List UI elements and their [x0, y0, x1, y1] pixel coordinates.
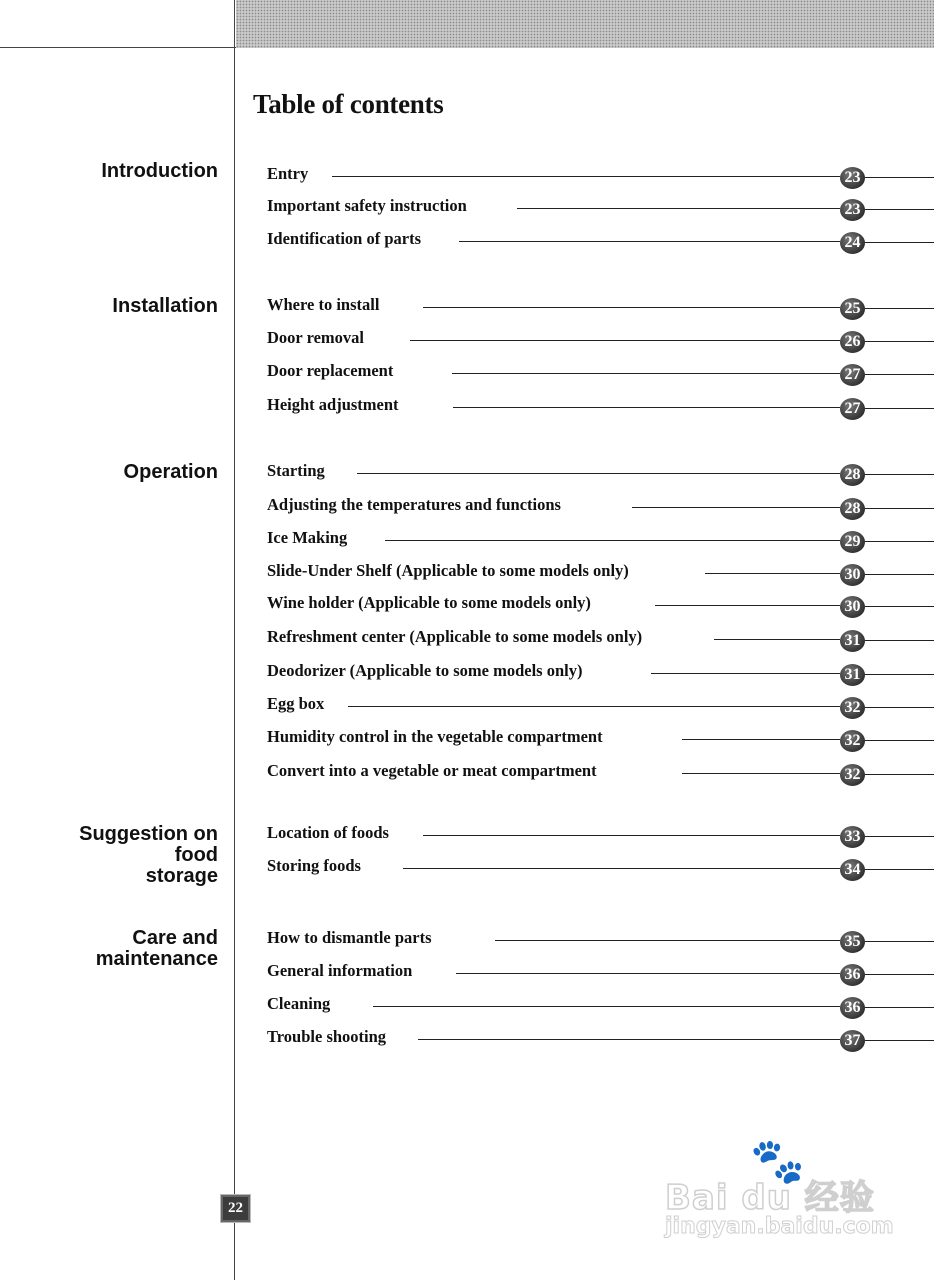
toc-entry-text: Storing foods	[267, 856, 361, 875]
page-badge: 30	[840, 596, 865, 618]
page-badge: 28	[840, 498, 865, 520]
page-badge: 25	[840, 298, 865, 320]
section-label-introduction: Introduction	[101, 160, 218, 182]
page-badge: 32	[840, 730, 865, 752]
leader-line	[418, 1039, 840, 1040]
toc-entry-text: How to dismantle parts	[267, 928, 432, 947]
leader-line	[453, 407, 840, 408]
toc-entry-text: Cleaning	[267, 994, 331, 1013]
leader-line	[348, 706, 840, 707]
header-rule	[0, 47, 236, 48]
page-badge: 27	[840, 364, 865, 386]
page-title: Table of contents	[253, 89, 444, 119]
section-label-line: storage	[145, 865, 218, 887]
section-label-operation: Operation	[123, 461, 218, 483]
leader-line	[632, 507, 840, 508]
toc-entry-text: Trouble shooting	[267, 1027, 387, 1046]
watermark-brand: Bai du 经验	[665, 1178, 875, 1218]
trailing-rule	[865, 774, 934, 775]
toc-entry-text: Height adjustment	[267, 395, 399, 414]
page-badge: 29	[840, 531, 865, 553]
page-badge: 32	[840, 697, 865, 719]
toc-entry-text: Humidity control in the vegetable compartment	[267, 727, 603, 746]
section-label-installation: Installation	[112, 295, 218, 317]
trailing-rule	[865, 606, 934, 607]
toc-entry-text: Location of foods	[267, 823, 389, 842]
trailing-rule	[865, 869, 934, 870]
page-badge: 23	[840, 199, 865, 221]
leader-line	[423, 307, 840, 308]
leader-line	[385, 540, 840, 541]
toc-entry-text: Egg box	[267, 694, 325, 713]
trailing-rule	[865, 707, 934, 708]
page-badge: 37	[840, 1030, 865, 1052]
toc-entry-text: Slide-Under Shelf (Applicable to some models only)	[267, 561, 629, 580]
section-label-line: maintenance	[95, 948, 218, 970]
trailing-rule	[865, 308, 934, 309]
toc-entry-text: Deodorizer (Applicable to some models only)	[267, 661, 583, 680]
leader-line	[410, 340, 840, 341]
page-badge: 32	[840, 764, 865, 786]
page-badge: 31	[840, 664, 865, 686]
page-badge: 27	[840, 398, 865, 420]
trailing-rule	[865, 374, 934, 375]
page-badge: 23	[840, 167, 865, 189]
trailing-rule	[865, 674, 934, 675]
trailing-rule	[865, 640, 934, 641]
section-label-line: food	[174, 844, 218, 866]
watermark-url: jingyan.baidu.com	[665, 1214, 894, 1239]
vertical-divider	[234, 0, 235, 1280]
page-badge: 30	[840, 564, 865, 586]
toc-entry-text: Refreshment center (Applicable to some models only)	[267, 627, 643, 646]
section-label-line: Suggestion on	[79, 823, 218, 845]
toc-entry-text: Ice Making	[267, 528, 348, 547]
section-label-line: Care and	[132, 927, 218, 949]
page-badge: 24	[840, 232, 865, 254]
page-badge: 26	[840, 331, 865, 353]
leader-line	[456, 973, 840, 974]
leader-line	[459, 241, 840, 242]
toc-entry-text: Identification of parts	[267, 229, 421, 248]
page-badge: 36	[840, 964, 865, 986]
page-badge: 33	[840, 826, 865, 848]
paw-icon: 🐾	[750, 1136, 805, 1187]
trailing-rule	[865, 177, 934, 178]
leader-line	[332, 176, 840, 177]
leader-line	[705, 573, 840, 574]
toc-entry-text: Convert into a vegetable or meat compartment	[267, 761, 597, 780]
trailing-rule	[865, 1007, 934, 1008]
trailing-rule	[865, 974, 934, 975]
leader-line	[495, 940, 840, 941]
trailing-rule	[865, 408, 934, 409]
leader-line	[517, 208, 840, 209]
toc-entry-text: Door removal	[267, 328, 364, 347]
trailing-rule	[865, 242, 934, 243]
trailing-rule	[865, 508, 934, 509]
page-badge: 36	[840, 997, 865, 1019]
trailing-rule	[865, 836, 934, 837]
trailing-rule	[865, 941, 934, 942]
header-band	[236, 0, 934, 48]
toc-entry-text: Important safety instruction	[267, 196, 467, 215]
page-badge: 31	[840, 630, 865, 652]
leader-line	[714, 639, 840, 640]
trailing-rule	[865, 341, 934, 342]
toc-entry-text: Entry	[267, 164, 309, 183]
leader-line	[373, 1006, 840, 1007]
baidu-watermark	[660, 1136, 894, 1260]
toc-entry-text: Adjusting the temperatures and functions	[267, 495, 561, 514]
page-number-badge: 22	[220, 1194, 251, 1223]
trailing-rule	[865, 574, 934, 575]
leader-line	[655, 605, 840, 606]
toc-entry-text: Door replacement	[267, 361, 394, 380]
leader-line	[423, 835, 840, 836]
trailing-rule	[865, 1040, 934, 1041]
toc-entry-text: Where to install	[267, 295, 380, 314]
leader-line	[357, 473, 840, 474]
page-badge: 35	[840, 931, 865, 953]
toc-entry-text: Starting	[267, 461, 325, 480]
section-label-suggestion	[79, 824, 218, 887]
leader-line	[452, 373, 840, 374]
trailing-rule	[865, 209, 934, 210]
trailing-rule	[865, 541, 934, 542]
leader-line	[651, 673, 840, 674]
toc-entry-text: Wine holder (Applicable to some models only)	[267, 593, 591, 612]
trailing-rule	[865, 740, 934, 741]
leader-line	[403, 868, 840, 869]
trailing-rule	[865, 474, 934, 475]
section-label-care	[96, 928, 218, 970]
leader-line	[682, 773, 840, 774]
page-badge: 28	[840, 464, 865, 486]
page-badge: 34	[840, 859, 865, 881]
toc-entry-text: General information	[267, 961, 413, 980]
leader-line	[682, 739, 840, 740]
